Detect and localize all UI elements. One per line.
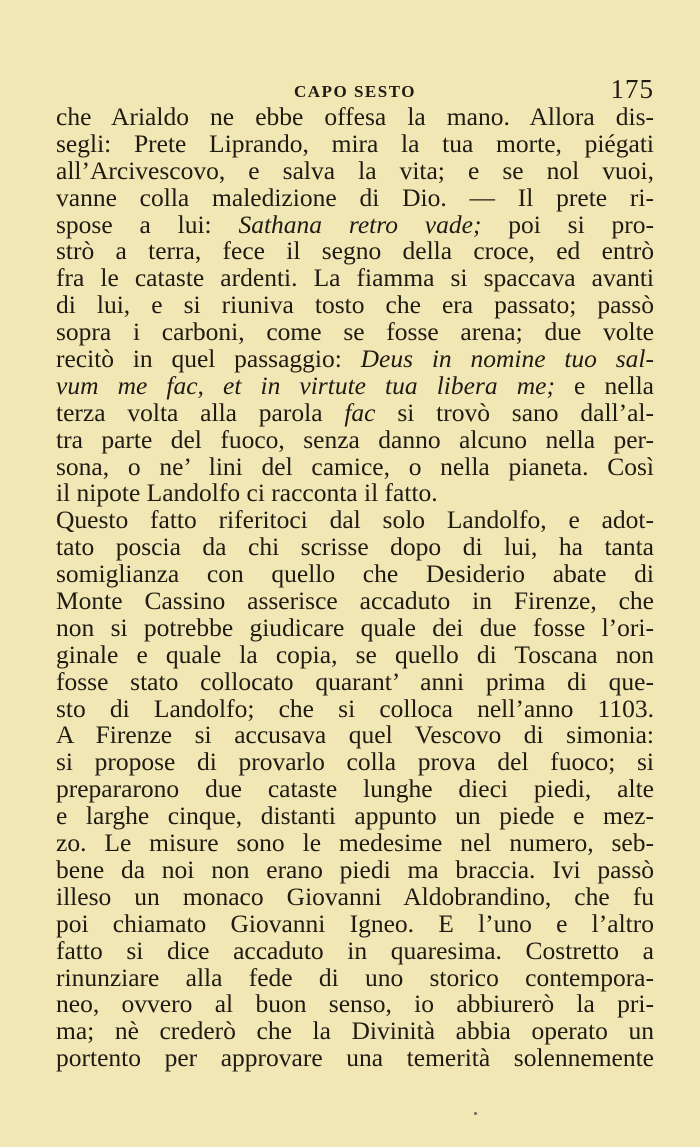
text-line: somiglianza con quello che Desiderio abate di: [56, 559, 654, 589]
text-line: fosse stato collocato quarant’ anni prima di que-: [56, 666, 654, 696]
body-text: [56, 104, 654, 1072]
text-line: di lui, e si riuniva tosto che era passato; passò: [56, 290, 654, 320]
text-line: all’Arcivescovo, e salva la vita; e se nol vuoi,: [56, 155, 654, 185]
text-line: Questo fatto riferitoci dal solo Landolfo, e adot-: [56, 505, 654, 535]
text-line: spose a lui: Sathana retro vade; poi si pro-: [56, 209, 654, 239]
chapter-title: CAPO SESTO: [294, 82, 416, 101]
text-line: tra parte del fuoco, senza danno alcuno nella per-: [56, 424, 654, 454]
text-line: fra le cataste ardenti. La fiamma si spaccava avanti: [56, 263, 654, 293]
text-line: zo. Le misure sono le medesime nel numero, seb-: [56, 828, 654, 858]
text-line: strò a terra, fece il segno della croce, ed entrò: [56, 236, 654, 266]
page-number: 175: [610, 74, 654, 104]
text-line: prepararono due cataste lunghe dieci piedi, alte: [56, 774, 654, 804]
text-line: ginale e quale la copia, se quello di Toscana non: [56, 639, 654, 669]
text-line: vanne colla maledizione di Dio. — Il prete ri-: [56, 182, 654, 212]
text-line: sopra i carboni, come se fosse arena; due volte: [56, 317, 654, 347]
text-line: bene da noi non erano piedi ma braccia. Ivi passò: [56, 854, 654, 884]
text-line: illeso un monaco Giovanni Aldobrandino, che fu: [56, 881, 654, 911]
text-line: che Arialdo ne ebbe offesa la mano. Allora dis-: [56, 102, 654, 131]
text-line: vum me fac, et in virtute tua libera me; e nella: [56, 370, 654, 400]
paper-speck: [474, 1112, 477, 1115]
text-line: si propose di provarlo colla prova del fuoco; si: [56, 747, 654, 777]
text-line: segli: Prete Liprando, mira la tua morte, piégati: [56, 128, 654, 158]
text-line: rinunziare alla fede di uno storico contempora-: [56, 962, 654, 992]
text-line: ma; nè crederò che la Divinità abbia operato un: [56, 1016, 654, 1046]
text-line: Monte Cassino asserisce accaduto in Firenze, che: [56, 586, 654, 616]
text-line: sona, o ne’ lini del camice, o nella pianeta. Così: [56, 451, 654, 481]
text-line: tato poscia da chi scrisse dopo di lui, ha tanta: [56, 532, 654, 562]
text-line: poi chiamato Giovanni Igneo. E l’uno e l’altro: [56, 908, 654, 938]
text-line: il nipote Landolfo ci racconta il fatto.: [56, 478, 438, 508]
text-line: neo, ovvero al buon senso, io abbiurerò la pri-: [56, 989, 654, 1019]
text-line: fatto si dice accaduto in quaresima. Costretto a: [56, 935, 654, 965]
text-line: A Firenze si accusava quel Vescovo di simonia:: [56, 720, 654, 750]
text-line: portento per approvare una temerità solennemente: [56, 1043, 654, 1073]
text-line: terza volta alla parola fac si trovò sano dall’al-: [56, 397, 654, 427]
text-line: sto di Landolfo; che si colloca nell’anno 1103.: [56, 693, 654, 723]
text-line: non si potrebbe giudicare quale dei due fosse l’ori-: [56, 612, 654, 642]
text-line: recitò in quel passaggio: Deus in nomine tuo sal-: [56, 344, 654, 374]
text-line: e larghe cinque, distanti appunto un piede e mez-: [56, 801, 654, 831]
